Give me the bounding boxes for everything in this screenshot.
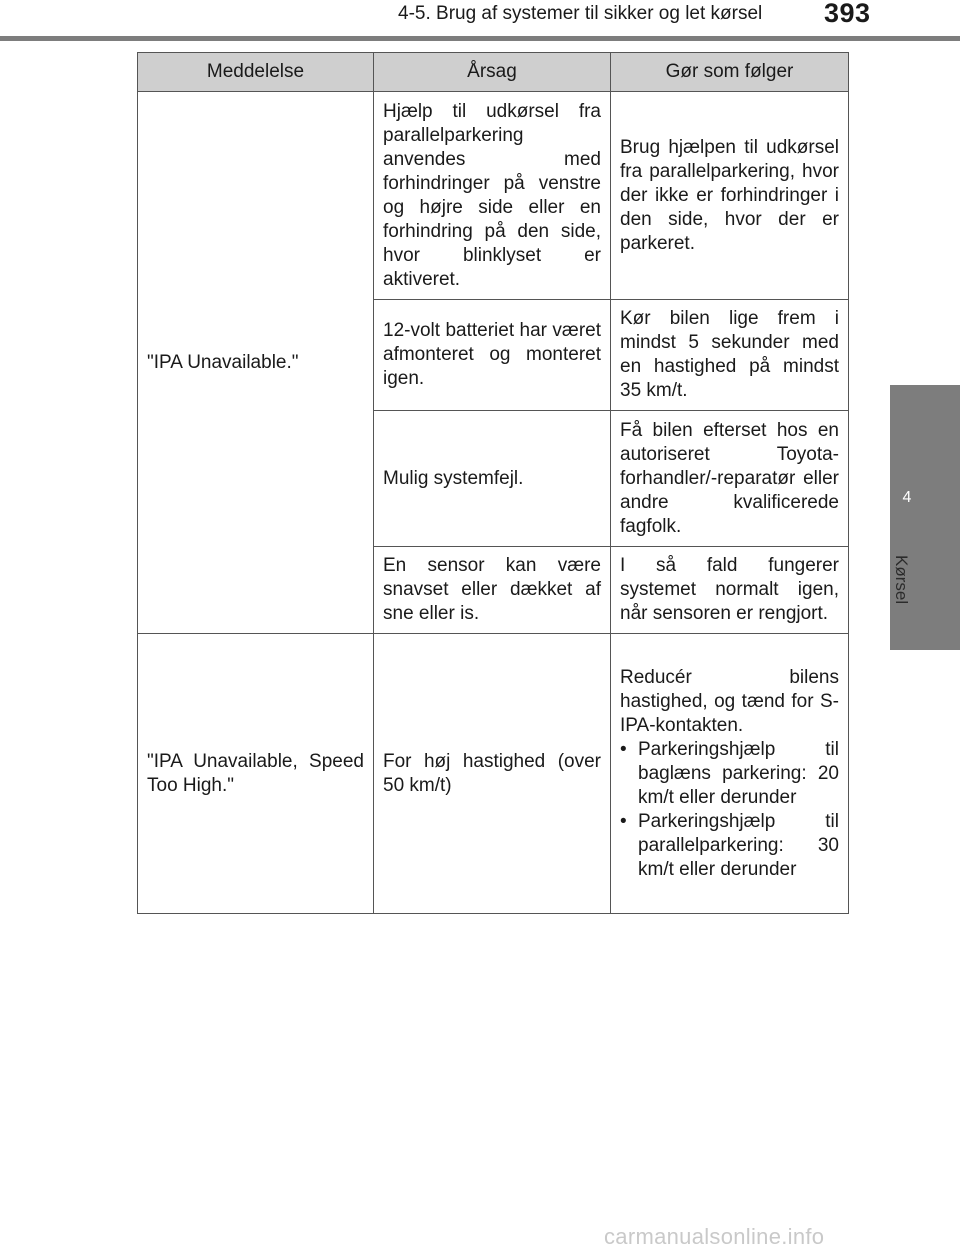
action-cell xyxy=(611,634,849,914)
message-cell: "IPA Unavailable." xyxy=(138,92,374,634)
table-row xyxy=(138,92,849,300)
cause-cell: Mulig systemfejl. xyxy=(374,411,611,547)
chapter-number: 4 xyxy=(902,489,912,506)
section-title: 4-5. Brug af systemer til sikker og let kørsel xyxy=(398,3,763,24)
cause-cell: Hjælp til udkørsel fra parallelparkering anvendes med forhindringer på venstre og højre side eller en forhindring på den side, hvor blinklyset er aktiveret. xyxy=(374,92,611,300)
cause-cell: 12-volt batteriet har været afmonteret og monteret igen. xyxy=(374,300,611,411)
cause-cell: En sensor kan være snavset eller dækket af sne eller is. xyxy=(374,547,611,634)
list-item: • Parkeringshjælp til parallelparkering: 30 km/t eller derunder xyxy=(620,810,839,882)
column-header-cause: Årsag xyxy=(374,53,611,92)
message-table xyxy=(137,52,849,914)
message-cell: "IPA Unavailable, Speed Too High." xyxy=(138,634,374,914)
action-cell: Brug hjælpen til udkørsel fra parallelparkering, hvor der ikke er forhindringer i den side, hvor der er parkeret. xyxy=(611,92,849,300)
column-header-message: Meddelelse xyxy=(138,53,374,92)
list-item: • Parkeringshjælp til baglæns parkering: 20 km/t eller derunder xyxy=(620,738,839,810)
action-intro: Reducér bilens hastighed, og tænd for S-IPA-kontakten. xyxy=(620,666,839,736)
chapter-tab xyxy=(890,385,960,650)
action-bullet-list xyxy=(620,738,839,882)
cause-cell: For høj hastighed (over 50 km/t) xyxy=(374,634,611,914)
header-divider xyxy=(0,36,960,41)
table-row xyxy=(138,634,849,914)
page-number: 393 xyxy=(824,0,871,28)
column-header-action: Gør som følger xyxy=(611,53,849,92)
action-cell: Få bilen efterset hos en autoriseret Toyota-forhandler/-reparatør eller andre kvalificerede fagfolk. xyxy=(611,411,849,547)
chapter-label: Kørsel xyxy=(892,555,911,605)
action-cell: Kør bilen lige frem i mindst 5 sekunder med en hastighed på mindst 35 km/t. xyxy=(611,300,849,411)
action-cell: I så fald fungerer systemet normalt igen, når sensoren er rengjort. xyxy=(611,547,849,634)
watermark: carmanualsonline.info xyxy=(604,1224,825,1249)
table-header-row xyxy=(138,53,849,92)
